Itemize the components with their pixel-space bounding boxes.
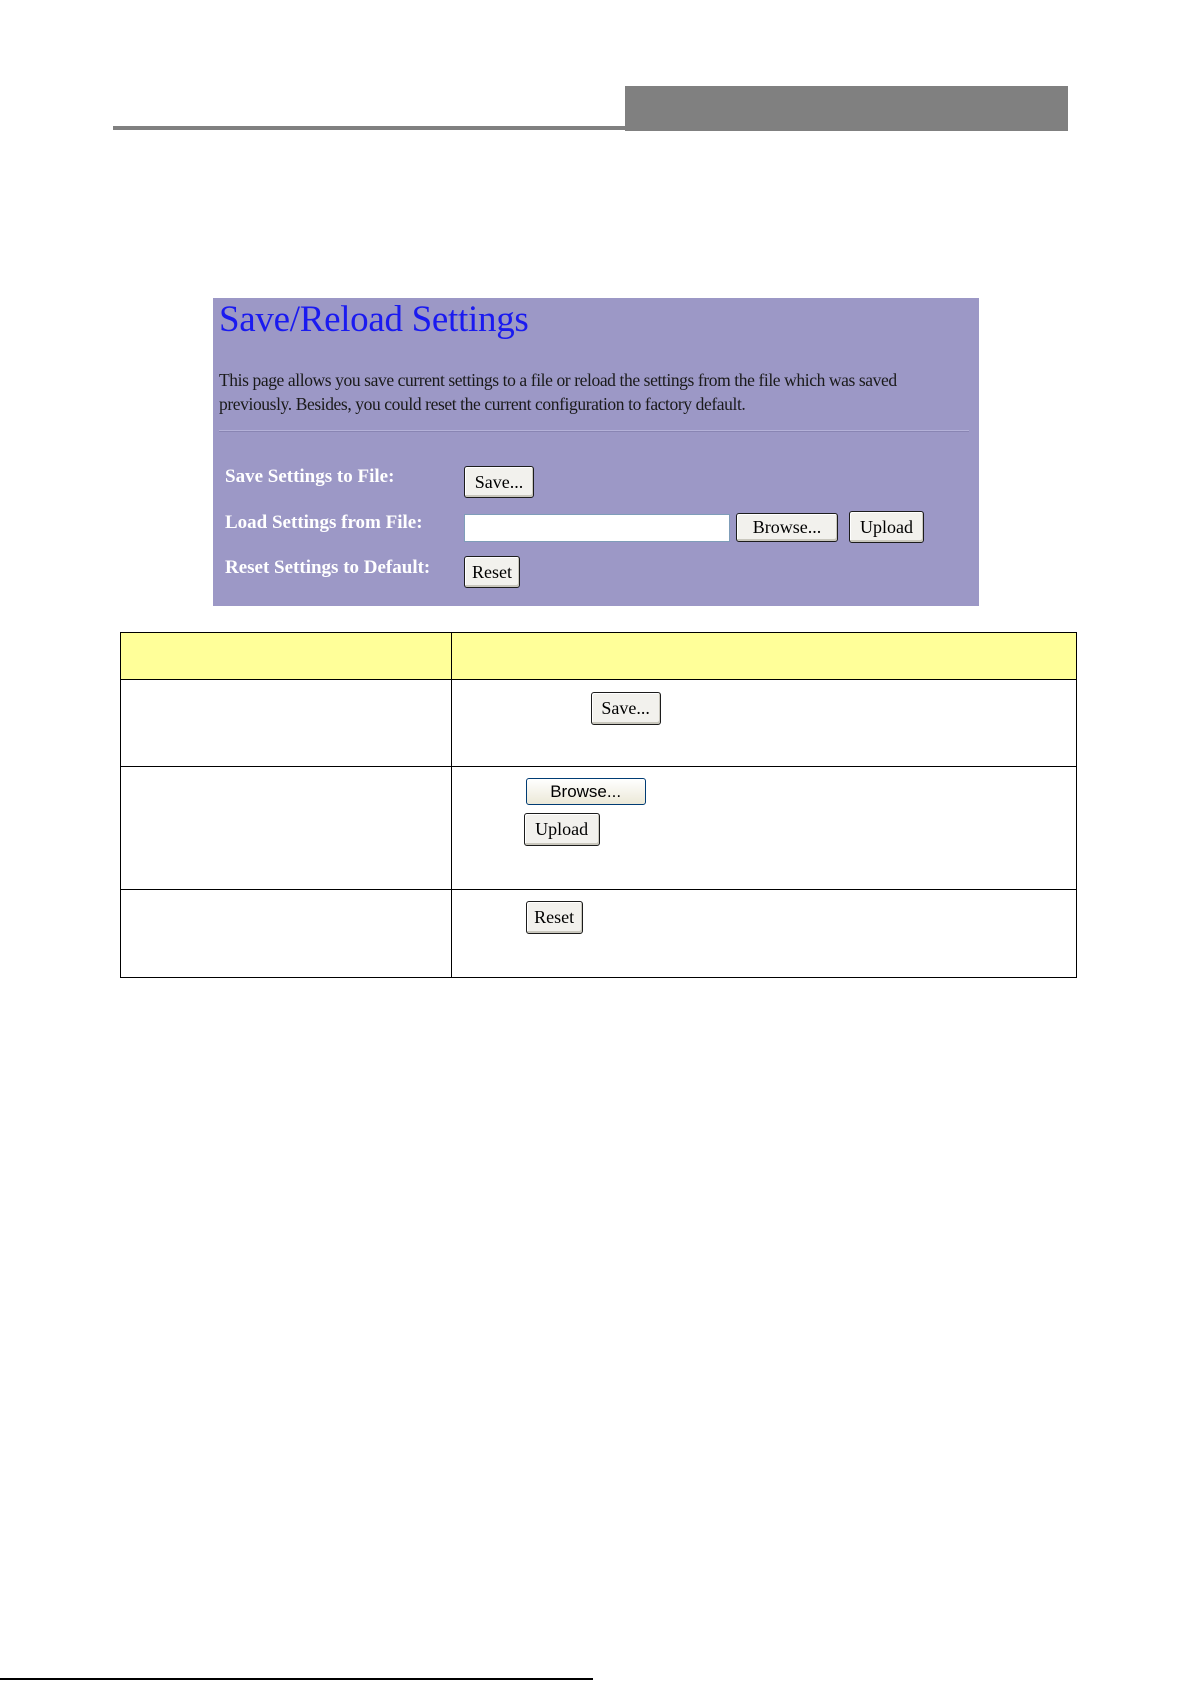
reset-button[interactable]: Reset xyxy=(464,556,520,588)
table-cell xyxy=(451,680,1076,767)
table-cell xyxy=(121,890,452,978)
header-rule xyxy=(113,126,625,130)
save-button-reference: Save... xyxy=(591,692,661,725)
save-button[interactable]: Save... xyxy=(464,466,534,498)
table-cell xyxy=(451,767,1076,890)
table-header-cell xyxy=(451,633,1076,680)
table-cell xyxy=(451,890,1076,978)
reset-button-reference: Reset xyxy=(526,901,583,934)
table-cell xyxy=(121,767,452,890)
save-settings-label: Save Settings to File: xyxy=(225,466,395,487)
description-table xyxy=(120,632,1077,978)
table-cell xyxy=(121,680,452,767)
browse-button[interactable]: Browse... xyxy=(736,513,838,542)
header-bar xyxy=(625,86,1068,131)
divider xyxy=(219,430,969,432)
page-description: This page allows you save current settings to a file or reload the settings from the file which was saved previously. Besides, you could reset the current configuration to factory default. xyxy=(219,370,897,414)
footnote-rule xyxy=(0,1678,593,1680)
table-row xyxy=(121,680,1077,767)
table-row xyxy=(121,767,1077,890)
table-header-cell xyxy=(121,633,452,680)
table-row xyxy=(121,890,1077,978)
upload-button-reference: Upload xyxy=(524,813,600,846)
page-title: Save/Reload Settings xyxy=(219,299,529,340)
browse-button-reference: Browse... xyxy=(526,778,646,805)
reset-settings-label: Reset Settings to Default: xyxy=(225,557,431,578)
settings-panel xyxy=(213,298,979,606)
load-settings-label: Load Settings from File: xyxy=(225,512,423,533)
table-header-row xyxy=(121,633,1077,680)
upload-button[interactable]: Upload xyxy=(849,511,924,543)
file-path-input[interactable] xyxy=(464,514,730,542)
